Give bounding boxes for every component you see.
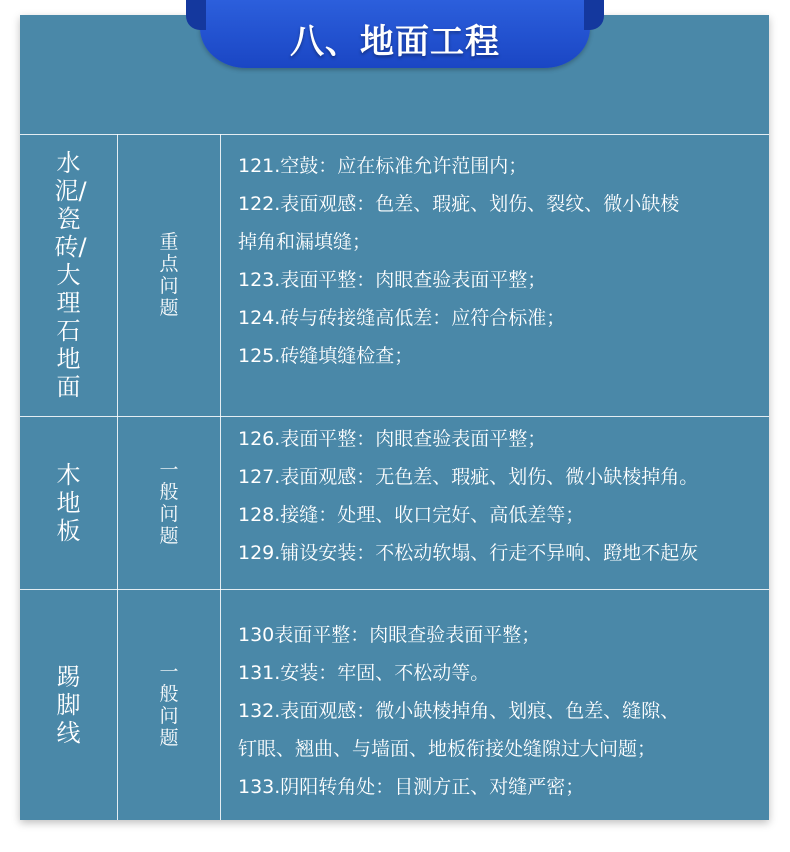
list-item: 127.表面观感：无色差、瑕疵、划伤、微小缺棱掉角。 <box>238 466 699 488</box>
list-item: 钉眼、翘曲、与墙面、地板衔接处缝隙过大问题； <box>238 738 657 760</box>
list-item: 125.砖缝填缝检查； <box>238 345 414 367</box>
list-item: 掉角和漏填缝； <box>238 231 372 253</box>
items-cell <box>238 420 769 572</box>
level-cell <box>118 589 220 820</box>
category-cell <box>20 416 117 589</box>
level-cell <box>118 416 220 589</box>
list-item: 133.阴阳转角处：目测方正、对缝严密； <box>238 776 585 798</box>
list-item: 130表面平整：肉眼查验表面平整； <box>238 624 541 646</box>
column-divider <box>220 134 221 820</box>
list-item: 124.砖与砖接缝高低差：应符合标准； <box>238 307 566 329</box>
section-title: 八、地面工程 <box>290 22 500 62</box>
level-cell <box>118 134 220 416</box>
items-cell <box>238 616 769 806</box>
level-label: 一般问题 <box>159 660 179 749</box>
list-item: 121.空鼓：应在标准允许范围内； <box>238 155 528 177</box>
level-label: 一般问题 <box>159 458 179 547</box>
level-label: 重点问题 <box>159 231 179 319</box>
category-cell <box>20 589 117 820</box>
list-item: 129.铺设安装：不松动软塌、行走不异响、蹬地不起灰 <box>238 542 699 564</box>
list-item: 126.表面平整：肉眼查验表面平整； <box>238 428 547 450</box>
section-header-tab <box>200 0 590 68</box>
list-item: 132.表面观感：微小缺棱掉角、划痕、色差、缝隙、 <box>238 700 680 722</box>
items-cell <box>238 147 769 375</box>
category-cell <box>20 134 117 416</box>
list-item: 128.接缝：处理、收口完好、高低差等； <box>238 504 585 526</box>
category-label: 水泥/瓷砖/大理石地面 <box>54 149 87 401</box>
list-item: 123.表面平整：肉眼查验表面平整； <box>238 269 547 291</box>
list-item: 131.安装：牢固、不松动等。 <box>238 662 490 684</box>
list-item: 122.表面观感：色差、瑕疵、划伤、裂纹、微小缺棱 <box>238 193 680 215</box>
category-label: 木地板 <box>56 460 81 545</box>
category-label: 踢脚线 <box>56 662 81 747</box>
